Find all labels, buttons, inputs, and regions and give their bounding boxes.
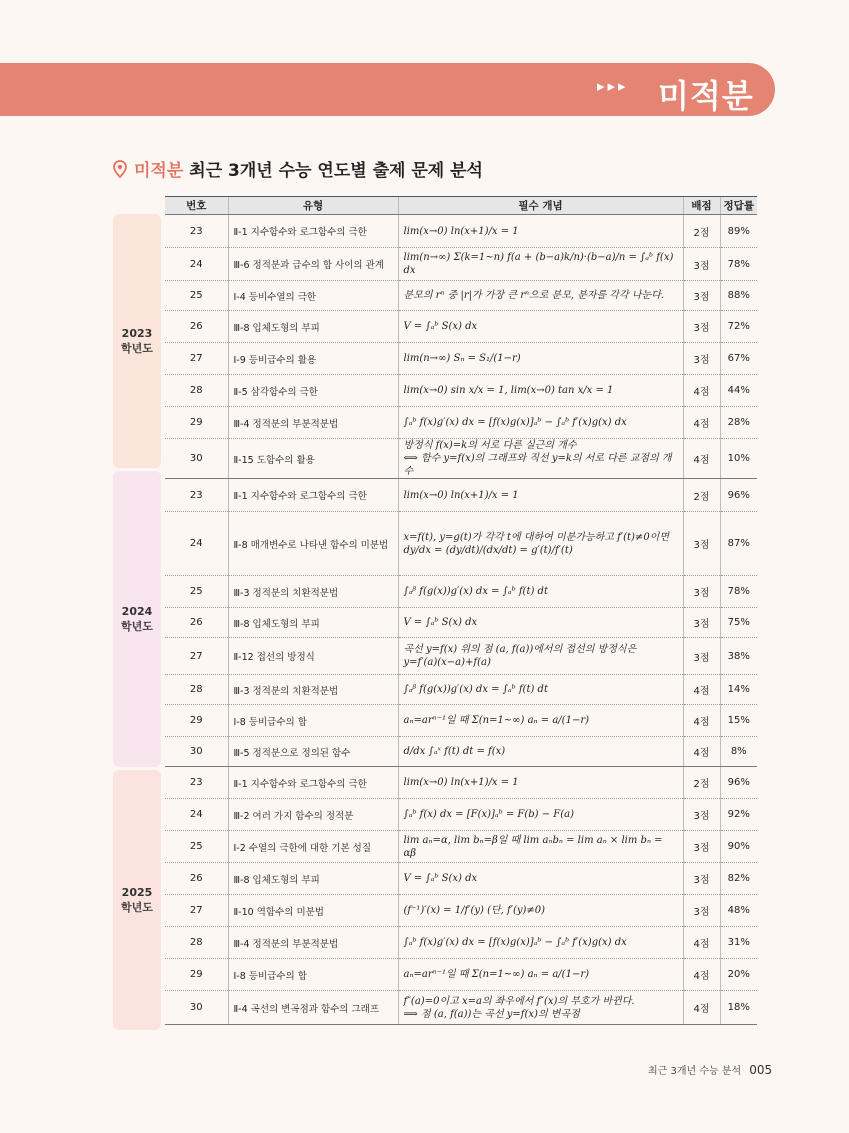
question-type: Ⅱ-1 지수함수와 로그함수의 극한 (228, 215, 398, 248)
question-number: 26 (165, 311, 228, 343)
question-type: Ⅲ-3 정적분의 치환적분법 (228, 576, 398, 608)
question-type: Ⅰ-9 등비급수의 활용 (228, 343, 398, 375)
section-heading (113, 156, 483, 181)
essential-concept: lim aₙ=α, lim bₙ=β일 때 lim aₙbₙ = lim aₙ × lim bₙ = αβ (398, 831, 683, 863)
essential-concept: f″(a)=0이고 x=a의 좌우에서 f″(x)의 부호가 바뀐다. ⟹ 점 (a, f(a))는 곡선 y=f(x)의 변곡점 (398, 991, 683, 1025)
table-row (165, 831, 757, 863)
correct-rate: 18% (720, 991, 757, 1025)
exam-analysis-table (165, 196, 757, 1025)
question-type: Ⅱ-4 곡선의 변곡점과 함수의 그래프 (228, 991, 398, 1025)
table-row (165, 927, 757, 959)
correct-rate: 90% (720, 831, 757, 863)
question-type: Ⅰ-8 등비급수의 합 (228, 705, 398, 737)
correct-rate: 48% (720, 895, 757, 927)
essential-concept: ∫ₐᵇ f(x)g′(x) dx = [f(x)g(x)]ₐᵇ − ∫ₐᵇ f′(x)g(x) dx (398, 927, 683, 959)
correct-rate: 14% (720, 675, 757, 705)
essential-concept: (f⁻¹)′(x) = 1/f′(y) (단, f′(y)≠0) (398, 895, 683, 927)
table-row (165, 375, 757, 407)
score-points: 2점 (683, 767, 720, 799)
question-number: 30 (165, 991, 228, 1025)
question-type: Ⅰ-8 등비급수의 합 (228, 959, 398, 991)
question-type: Ⅲ-5 정적분으로 정의된 함수 (228, 737, 398, 767)
question-type: Ⅲ-6 정적분과 급수의 합 사이의 관계 (228, 248, 398, 281)
question-number: 28 (165, 675, 228, 705)
year-label-2024: 2024 학년도 (113, 471, 161, 767)
table-row (165, 638, 757, 675)
table-row (165, 439, 757, 479)
question-number: 30 (165, 737, 228, 767)
score-points: 3점 (683, 799, 720, 831)
score-points: 4점 (683, 407, 720, 439)
correct-rate: 89% (720, 215, 757, 248)
table-header-row (165, 197, 757, 215)
question-number: 24 (165, 248, 228, 281)
question-number: 24 (165, 512, 228, 576)
question-number: 25 (165, 831, 228, 863)
table-row (165, 512, 757, 576)
score-points: 4점 (683, 439, 720, 479)
table-row (165, 215, 757, 248)
year-label-2023: 2023 학년도 (113, 214, 161, 468)
question-number: 26 (165, 863, 228, 895)
question-number: 30 (165, 439, 228, 479)
table-row (165, 737, 757, 767)
table-row (165, 895, 757, 927)
header-rate: 정답률 (720, 197, 757, 215)
heading-text: 최근 3개년 수능 연도별 출제 문제 분석 (189, 161, 483, 181)
question-number: 23 (165, 479, 228, 512)
question-type: Ⅱ-5 삼각함수의 극한 (228, 375, 398, 407)
chapter-banner (0, 63, 775, 116)
score-points: 4점 (683, 375, 720, 407)
question-number: 23 (165, 767, 228, 799)
essential-concept: 곡선 y=f(x) 위의 점 (a, f(a))에서의 접선의 방정식은 y=f′(a)(x−a)+f(a) (398, 638, 683, 675)
header-score: 배점 (683, 197, 720, 215)
score-points: 3점 (683, 311, 720, 343)
question-number: 27 (165, 343, 228, 375)
essential-concept: ∫ₐᵝ f(g(x))g′(x) dx = ∫ₐᵇ f(t) dt (398, 675, 683, 705)
correct-rate: 78% (720, 248, 757, 281)
table-row (165, 311, 757, 343)
essential-concept: 방정식 f(x)=k의 서로 다른 실근의 개수 ⟺ 함수 y=f(x)의 그래프와 직선 y=k의 서로 다른 교점의 개수 (398, 439, 683, 479)
essential-concept: lim(n→∞) Σ(k=1~n) f(a + (b−a)k/n)·(b−a)/n = ∫ₐᵇ f(x) dx (398, 248, 683, 281)
essential-concept: ∫ₐᵇ f(x) dx = [F(x)]ₐᵇ = F(b) − F(a) (398, 799, 683, 831)
essential-concept: ∫ₐᵝ f(g(x))g′(x) dx = ∫ₐᵇ f(t) dt (398, 576, 683, 608)
correct-rate: 88% (720, 281, 757, 311)
essential-concept: lim(n→∞) Sₙ = S₁/(1−r) (398, 343, 683, 375)
essential-concept: aₙ=arⁿ⁻¹일 때 Σ(n=1~∞) aₙ = a/(1−r) (398, 705, 683, 737)
score-points: 3점 (683, 895, 720, 927)
header-concept: 필수 개념 (398, 197, 683, 215)
question-type: Ⅲ-3 정적분의 치환적분법 (228, 675, 398, 705)
table-row (165, 343, 757, 375)
correct-rate: 10% (720, 439, 757, 479)
question-type: Ⅱ-1 지수함수와 로그함수의 극한 (228, 767, 398, 799)
score-points: 3점 (683, 248, 720, 281)
question-number: 27 (165, 895, 228, 927)
question-number: 28 (165, 927, 228, 959)
footer-text: 최근 3개년 수능 분석 (648, 1066, 742, 1077)
correct-rate: 82% (720, 863, 757, 895)
page-number: 005 (749, 1063, 773, 1077)
table-row (165, 248, 757, 281)
table-row (165, 959, 757, 991)
score-points: 3점 (683, 281, 720, 311)
correct-rate: 44% (720, 375, 757, 407)
correct-rate: 67% (720, 343, 757, 375)
table-row (165, 991, 757, 1025)
essential-concept: aₙ=arⁿ⁻¹일 때 Σ(n=1~∞) aₙ = a/(1−r) (398, 959, 683, 991)
question-number: 29 (165, 705, 228, 737)
score-points: 4점 (683, 927, 720, 959)
essential-concept: lim(x→0) ln(x+1)/x = 1 (398, 215, 683, 248)
table-row (165, 767, 757, 799)
correct-rate: 72% (720, 311, 757, 343)
score-points: 4점 (683, 991, 720, 1025)
table-row (165, 863, 757, 895)
question-type: Ⅲ-2 여러 가지 함수의 정적분 (228, 799, 398, 831)
score-points: 4점 (683, 705, 720, 737)
question-number: 27 (165, 638, 228, 675)
question-type: Ⅰ-4 등비수열의 극한 (228, 281, 398, 311)
question-number: 26 (165, 608, 228, 638)
score-points: 3점 (683, 576, 720, 608)
question-type: Ⅲ-4 정적분의 부분적분법 (228, 407, 398, 439)
correct-rate: 31% (720, 927, 757, 959)
score-points: 3점 (683, 638, 720, 675)
header-type: 유형 (228, 197, 398, 215)
essential-concept: V = ∫ₐᵇ S(x) dx (398, 608, 683, 638)
chapter-title: 미적분 (658, 77, 754, 115)
question-number: 29 (165, 407, 228, 439)
table-row (165, 576, 757, 608)
question-type: Ⅱ-12 접선의 방정식 (228, 638, 398, 675)
correct-rate: 38% (720, 638, 757, 675)
location-pin-icon (113, 160, 127, 178)
essential-concept: lim(x→0) ln(x+1)/x = 1 (398, 767, 683, 799)
correct-rate: 78% (720, 576, 757, 608)
question-type: Ⅲ-8 입체도형의 부피 (228, 311, 398, 343)
heading-highlight: 미적분 (134, 161, 184, 181)
header-number: 번호 (165, 197, 228, 215)
question-number: 28 (165, 375, 228, 407)
question-type: Ⅱ-1 지수함수와 로그함수의 극한 (228, 479, 398, 512)
score-points: 3점 (683, 343, 720, 375)
question-type: Ⅰ-2 수열의 극한에 대한 기본 성질 (228, 831, 398, 863)
banner-arrows: ▸▸▸ (597, 77, 629, 95)
correct-rate: 87% (720, 512, 757, 576)
essential-concept: lim(x→0) sin x/x = 1, lim(x→0) tan x/x = 1 (398, 375, 683, 407)
question-number: 23 (165, 215, 228, 248)
question-type: Ⅱ-10 역함수의 미분법 (228, 895, 398, 927)
score-points: 3점 (683, 608, 720, 638)
table-row (165, 608, 757, 638)
question-number: 29 (165, 959, 228, 991)
essential-concept: V = ∫ₐᵇ S(x) dx (398, 863, 683, 895)
essential-concept: ∫ₐᵇ f(x)g′(x) dx = [f(x)g(x)]ₐᵇ − ∫ₐᵇ f′(x)g(x) dx (398, 407, 683, 439)
score-points: 3점 (683, 512, 720, 576)
essential-concept: x=f(t), y=g(t)가 각각 t에 대하여 미분가능하고 f′(t)≠0이면 dy/dx = (dy/dt)/(dx/dt) = g′(t)/f′(t) (398, 512, 683, 576)
correct-rate: 15% (720, 705, 757, 737)
question-type: Ⅲ-8 입체도형의 부피 (228, 863, 398, 895)
correct-rate: 96% (720, 479, 757, 512)
table-body (165, 215, 757, 1025)
score-points: 2점 (683, 215, 720, 248)
question-number: 25 (165, 281, 228, 311)
correct-rate: 28% (720, 407, 757, 439)
table-row (165, 705, 757, 737)
correct-rate: 8% (720, 737, 757, 767)
score-points: 4점 (683, 675, 720, 705)
question-type: Ⅱ-8 매개변수로 나타낸 함수의 미분법 (228, 512, 398, 576)
page-footer (648, 1062, 772, 1077)
question-type: Ⅲ-8 입체도형의 부피 (228, 608, 398, 638)
correct-rate: 75% (720, 608, 757, 638)
score-points: 4점 (683, 959, 720, 991)
essential-concept: V = ∫ₐᵇ S(x) dx (398, 311, 683, 343)
year-label-2025: 2025 학년도 (113, 770, 161, 1030)
essential-concept: d/dx ∫ₐˣ f(t) dt = f(x) (398, 737, 683, 767)
score-points: 3점 (683, 831, 720, 863)
question-number: 24 (165, 799, 228, 831)
question-number: 25 (165, 576, 228, 608)
score-points: 2점 (683, 479, 720, 512)
table-row (165, 479, 757, 512)
table-row (165, 281, 757, 311)
score-points: 4점 (683, 737, 720, 767)
correct-rate: 96% (720, 767, 757, 799)
table-row (165, 675, 757, 705)
score-points: 3점 (683, 863, 720, 895)
question-type: Ⅲ-4 정적분의 부분적분법 (228, 927, 398, 959)
correct-rate: 20% (720, 959, 757, 991)
question-type: Ⅱ-15 도함수의 활용 (228, 439, 398, 479)
essential-concept: lim(x→0) ln(x+1)/x = 1 (398, 479, 683, 512)
table-row (165, 407, 757, 439)
essential-concept: 분모의 rⁿ 중 |r|가 가장 큰 rⁿ으로 분모, 분자를 각각 나눈다. (398, 281, 683, 311)
table-row (165, 799, 757, 831)
correct-rate: 92% (720, 799, 757, 831)
